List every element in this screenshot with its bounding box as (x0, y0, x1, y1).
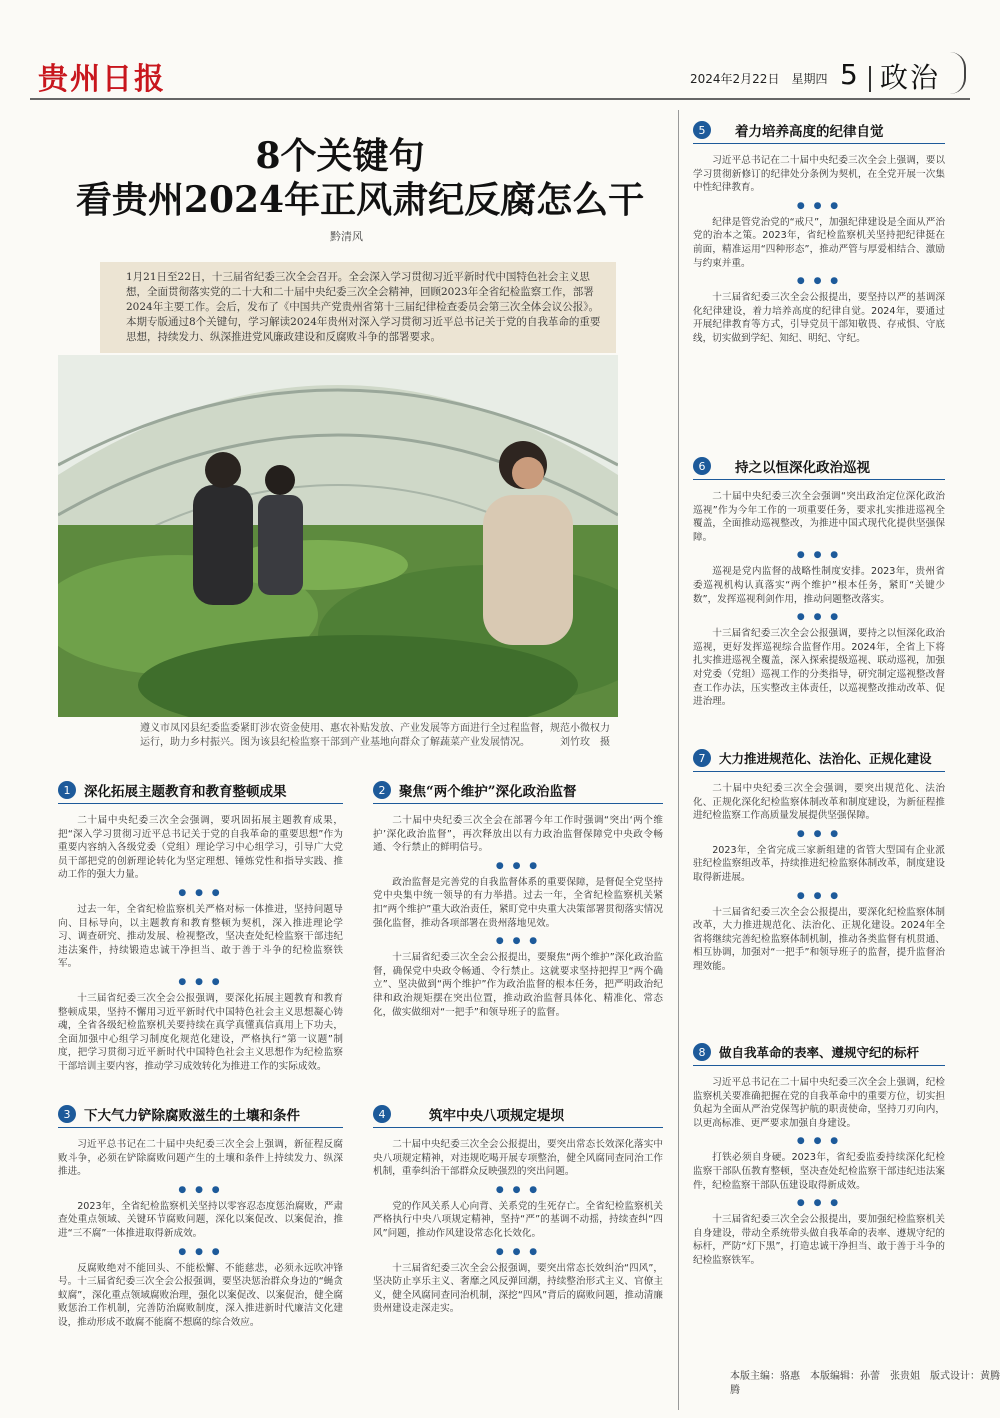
section-5-para-1: 习近平总书记在二十届中央纪委三次全会上强调，要以学习贯彻新修订的纪律处分条例为契机，在全党开展一次集中性纪律教育。 (693, 155, 945, 194)
section-8 (693, 1042, 945, 1274)
section-4 (373, 1104, 663, 1322)
section-1-number: 1 (58, 781, 76, 799)
section-underline (373, 1127, 663, 1128)
greenhouse-photo (58, 355, 618, 717)
section-4-body (373, 1138, 663, 1316)
section-2-title: 聚焦“两个维护”深化政治监督 (399, 784, 577, 800)
divider-dots: ● ● ● (796, 612, 842, 623)
section-4-para-2: 党的作风关系人心向背、关系党的生死存亡。全省纪检监察机关严格执行中央八项规定精神，坚持“严”的基调不动摇，持续查纠“四风”问题，推动作风建设常态化长效化。 (373, 1200, 663, 1239)
section-1-para-2: 过去一年，全省纪检监察机关严格对标一体推进，坚持问题导向、目标导向，以主题教育和教育整顿为契机，深入推进理论学习、调查研究、推动发展、检视整改，坚决查处纪检监察干部违纪违法案件，持续锻造忠诚干净担当、敢于善于斗争的纪检监察铁军。 (58, 903, 343, 970)
section-underline (58, 1127, 343, 1128)
divider-dots: ● ● ● (796, 1198, 842, 1209)
section-2-para-2: 政治监督是完善党的自我监督体系的重要保障，是督促全党坚持党中央集中统一领导的有力举措。过去一年，全省纪检监察机关紧扣“两个维护”重大政治责任，紧盯党中央重大决策部署贯彻落实情况强化监督，推动各项部署在贵州落地见效。 (373, 876, 663, 929)
section-6-para-3: 十三届省纪委三次全会公报强调，要持之以恒深化政治巡视，更好发挥巡视综合监督作用。2024年，全省上下将扎实推进巡视全覆盖，深入探索提级巡视、联动巡视，加强对党委（党组）巡视工作的分类指导，研究制定巡视整改督查工作办法，压实整改主体责任，以巡视整改推动改革、促进治理。 (693, 628, 945, 708)
section-3-para-3: 反腐败绝对不能回头、不能松懈、不能慈悲，必须永远吹冲锋号。十三届省纪委三次全会公报强调，要坚决惩治群众身边的“蝇贪蚁腐”，深化重点领域腐败治理，强化以案促改、以案促治，健全腐败惩治工作机制，完善防治腐败制度，深入推进新时代廉洁文化建设，推动形成不敢腐不能腐不想腐的综合效应。 (58, 1262, 343, 1328)
section-4-title: 筑牢中央八项规定堤坝 (429, 1108, 564, 1124)
editor-credits: 本版主编：骆惠 本版编辑：孙蕾 张贵姐 版式设计：黄腾腾 (730, 1371, 1000, 1396)
divider-dots: ● ● ● (796, 890, 842, 901)
section-6-para-2: 巡视是党内监督的战略性制度安排。2023年，贵州省委巡视机构认真落实“两个维护”根本任务，紧盯“关键少数”，发挥巡视利剑作用，推动问题整改落实。 (693, 566, 945, 605)
section-5-header (693, 120, 945, 140)
section-4-number: 4 (373, 1105, 391, 1123)
divider-dots: ● ● ● (796, 550, 842, 561)
section-7-para-2: 2023年，全省完成三家新组建的省管大型国有企业派驻纪检监察组改革，持续推进纪检监察体制改革，制度建设取得新进展。 (693, 844, 945, 883)
section-5-para-2: 纪律是管党治党的“戒尺”，加强纪律建设是全面从严治党的治本之策。2023年，省纪检监察机关坚持把纪律挺在前面，精准运用“四种形态”，推动严管与厚爱相结合、激励与约束并重。 (693, 216, 945, 269)
section-3-para-1: 习近平总书记在二十届中央纪委三次全会上强调，新征程反腐败斗争，必须在铲除腐败问题产生的土壤和条件上持续发力、纵深推进。 (58, 1139, 343, 1178)
divider-dots: ● ● ● (796, 276, 842, 287)
section-5-para-3: 十三届省纪委三次全会公报提出，要坚持以严的基调深化纪律建设，着力培养高度的纪律自觉。2024年，要通过开展纪律教育等方式，引导党员干部知敬畏、存戒惧、守底线，切实做到学纪、知纪、明纪、守纪。 (693, 292, 945, 344)
headline-kicker: 8个关键句 (255, 135, 425, 177)
section-4-header (373, 1104, 663, 1124)
section-5-number: 5 (693, 121, 711, 139)
header-divider (869, 66, 871, 92)
divider-dots: ● ● ● (178, 887, 223, 898)
section-7-para-3: 十三届省纪委三次全会公报提出，要深化纪检监察体制改革，大力推进规范化、法治化、正规化建设。2024年全省将继续完善纪检监察体制机制，推动各类监督有机贯通、相互协调，加强对“一把手”和领导班子的监督，提升监督治理效能。 (693, 906, 945, 972)
byline: 黔清风 (330, 230, 363, 243)
section-6 (693, 456, 945, 715)
section-2-para-3: 十三届省纪委三次全会公报提出，要聚焦“两个维护”深化政治监督，确保党中央政令畅通、令行禁止。这就要求坚持把捍卫“两个确立”、坚决做到“两个维护”作为政治监督的根本任务，把严明政治纪律和政治规矩摆在突出位置，推动政治监督具体化、精准化、常态化，做实做细对“一把手”和领导班子的监督。 (373, 952, 663, 1018)
divider-dots: ● ● ● (178, 1246, 223, 1257)
section-4-para-3: 十三届省纪委三次全会公报强调，要突出常态长效纠治“四风”，坚决防止享乐主义、奢靡之风反弹回潮，持续整治形式主义、官僚主义，健全风腐同查同治机制，深挖“四风”背后的腐败问题，推动清廉贵州建设走深走实。 (373, 1262, 663, 1315)
section-8-para-3: 十三届省纪委三次全会公报提出，要加强纪检监察机关自身建设，带动全系统带头做自我革命的表率、遵规守纪的标杆，严防“灯下黑”，打造忠诚干净担当、敢于善于斗争的纪检监察铁军。 (693, 1214, 945, 1266)
section-1-title: 深化拓展主题教育和教育整顿成果 (84, 784, 287, 800)
section-3 (58, 1104, 343, 1336)
section-1-body (58, 814, 343, 1074)
divider-dots: ● ● ● (178, 976, 223, 987)
section-8-title: 做自我革命的表率、遵规守纪的标杆 (719, 1045, 920, 1060)
section-3-title: 下大气力铲除腐败滋生的土壤和条件 (84, 1108, 300, 1124)
section-8-header (693, 1042, 945, 1062)
section-underline (373, 803, 663, 804)
issue-date: 2024年2月22日 星期四 (690, 72, 828, 86)
divider-dots: ● ● ● (796, 200, 842, 211)
section-5 (693, 120, 945, 352)
section-underline (693, 771, 945, 772)
section-underline (693, 1065, 945, 1066)
section-5-body (693, 154, 945, 346)
section-7-para-1: 二十届中央纪委三次全会强调，要突出规范化、法治化、正规化深化纪检监察体制改革和制度建设，为新征程推进纪检监察工作高质量发展提供坚强保障。 (693, 783, 945, 822)
header-rule (30, 98, 970, 100)
news-photo (58, 355, 618, 717)
page-number: 5 (840, 58, 858, 91)
section-2-number: 2 (373, 781, 391, 799)
section-3-header (58, 1104, 343, 1124)
section-6-body (693, 490, 945, 709)
divider-dots: ● ● ● (495, 1246, 541, 1257)
section-7-body (693, 782, 945, 974)
section-underline (693, 143, 945, 144)
section-underline (693, 479, 945, 480)
section-8-para-2: 打铁必须自身硬。2023年，省纪委监委持续深化纪检监察干部队伍教育整顿，坚决查处纪检监察干部违纪违法案件，纪检监察干部队伍建设取得新成效。 (693, 1152, 945, 1191)
header-bracket (950, 52, 966, 94)
section-name: 政治 (880, 61, 941, 94)
column-rule (678, 110, 679, 1410)
divider-dots: ● ● ● (495, 860, 541, 871)
headline: 看贵州2024年正风肃纪反腐怎么干 (75, 179, 645, 221)
divider-dots: ● ● ● (796, 1136, 842, 1147)
section-7-header (693, 748, 945, 768)
section-underline (58, 803, 343, 804)
section-5-title: 着力培养高度的纪律自觉 (735, 124, 884, 140)
section-1-header (58, 780, 343, 800)
section-1-para-3: 十三届省纪委三次全会公报强调，要深化拓展主题教育和教育整顿成果，坚持不懈用习近平新时代中国特色社会主义思想凝心铸魂，全省各级纪检监察机关要持续在真学真懂真信真用上下功夫，全面加强中心组学习制度化规范化建设，严格执行“第一议题”制度，把学习贯彻习近平新时代中国特色社会主义思想作为纪检监察干部培训主要内容，推动学习成效转化为推进工作的实际成效。 (58, 992, 343, 1072)
divider-dots: ● ● ● (495, 1184, 541, 1195)
section-8-body (693, 1076, 945, 1268)
section-1-para-1: 二十届中央纪委三次全会强调，要巩固拓展主题教育成果，把“深入学习贯彻习近平总书记关于党的自我革命的重要思想”作为重要内容纳入各级党委（党组）理论学习中心组学习，引导广大党员干部把党的创新理论转化为坚定理想、锤炼党性和指导实践、推动工作的强大力量。 (58, 815, 343, 881)
section-2-header (373, 780, 663, 800)
section-8-number: 8 (693, 1043, 711, 1061)
masthead-logo: 贵州日报 (38, 62, 166, 97)
section-2 (373, 780, 663, 1025)
section-6-number: 6 (693, 457, 711, 475)
photo-caption (140, 722, 610, 750)
section-1 (58, 780, 343, 1080)
section-6-header (693, 456, 945, 476)
divider-dots: ● ● ● (495, 936, 541, 947)
section-6-title: 持之以恒深化政治巡视 (735, 460, 870, 476)
section-7-title: 大力推进规范化、法治化、正规化建设 (719, 751, 932, 766)
section-7 (693, 748, 945, 980)
section-6-para-1: 二十届中央纪委三次全会强调“突出政治定位深化政治巡视”作为今年工作的一项重要任务，要求扎实推进巡视全覆盖，全面推动巡视整改，为推进中国式现代化提供坚强保障。 (693, 491, 945, 543)
section-8-para-1: 习近平总书记在二十届中央纪委三次全会上强调，纪检监察机关要准确把握在党的自我革命中的重要方位，切实担负起为全面从严治党保驾护航的职责使命，坚持刀刃向内，以更高标准、更严要求加强自身建设。 (693, 1077, 945, 1129)
section-4-para-1: 二十届中央纪委三次全会公报提出，要突出常态长效深化落实中央八项规定精神，对违规吃喝开展专项整治，健全风腐同查同治工作机制，重拳纠治干部群众反映强烈的突出问题。 (373, 1139, 663, 1178)
section-2-para-1: 二十届中央纪委三次全会在部署今年工作时强调“突出‘两个维护’深化政治监督”，再次释放出以有力政治监督保障党中央政令畅通、令行禁止的鲜明信号。 (373, 815, 663, 854)
section-3-number: 3 (58, 1105, 76, 1123)
photo-credit: 刘竹玫 摄 (560, 737, 610, 748)
caption-text: 遵义市凤冈县纪委监委紧盯涉农资金使用、惠农补贴发放、产业发展等方面进行全过程监督，规范小微权力运行，助力乡村振兴。图为该县纪检监察干部到产业基地向群众了解蔬菜产业发展情况。 (140, 723, 610, 748)
section-3-body (58, 1138, 343, 1330)
section-2-body (373, 814, 663, 1019)
lead-paragraph: 1月21日至22日，十三届省纪委三次全会召开。全会深入学习贯彻习近平新时代中国特色社会主义思想，全面贯彻落实党的二十大和二十届中央纪委三次全会精神，回顾2023年全省纪检监察工作，部署2024年主要工作。会后，发布了《中国共产党贵州省第十三届纪律检查委员会第三次全体会议公报》。本期专版通过8个关键句，学习解读2024年贵州对深入学习贯彻习近平总书记关于党的自我革命的重要思想，持续发力、纵深推进党风廉政建设和反腐败斗争的部署要求。 (100, 262, 616, 353)
divider-dots: ● ● ● (178, 1184, 223, 1195)
divider-dots: ● ● ● (796, 828, 842, 839)
section-7-number: 7 (693, 749, 711, 767)
section-3-para-2: 2023年，全省纪检监察机关坚持以零容忍态度惩治腐败，严肃查处重点领域、关键环节腐败问题，深化以案促改、以案促治，推进“三不腐”一体推进取得新成效。 (58, 1200, 343, 1239)
